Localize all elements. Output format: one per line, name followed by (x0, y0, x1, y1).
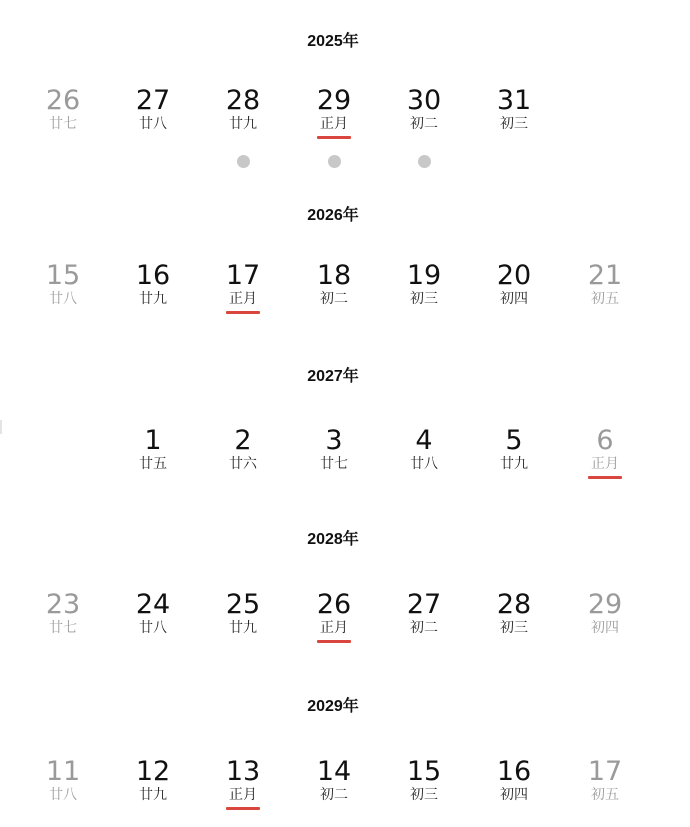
lunar-date: 廿五 (139, 456, 167, 472)
day-number: 25 (225, 589, 261, 620)
week-row (0, 261, 690, 331)
day-cell[interactable] (23, 590, 103, 637)
lunar-date: 廿八 (139, 620, 167, 636)
day-cell[interactable] (113, 86, 193, 133)
day-cell[interactable] (113, 426, 193, 473)
day-number: 21 (587, 260, 623, 291)
lunar-date: 初三 (500, 620, 528, 636)
day-number: 4 (415, 425, 433, 456)
day-cell[interactable] (565, 261, 645, 308)
day-number: 27 (135, 85, 171, 116)
lunar-date: 正月 (591, 456, 619, 472)
year-heading: 2027年 (307, 368, 359, 385)
day-cell[interactable] (113, 590, 193, 637)
event-dot (418, 155, 431, 168)
day-cell[interactable] (294, 86, 374, 139)
lunar-date: 初三 (410, 787, 438, 803)
day-cell[interactable] (474, 86, 554, 133)
day-cell[interactable] (565, 757, 645, 804)
new-year-underline (226, 311, 260, 314)
day-cell[interactable] (565, 590, 645, 637)
lunar-date: 廿八 (139, 116, 167, 132)
day-number: 31 (496, 85, 532, 116)
lunar-date: 廿九 (229, 620, 257, 636)
day-number: 29 (587, 589, 623, 620)
year-heading: 2029年 (307, 698, 359, 715)
day-cell[interactable] (203, 757, 283, 810)
day-number: 11 (45, 756, 81, 787)
day-number: 30 (406, 85, 442, 116)
day-number: 2 (234, 425, 252, 456)
event-dot (237, 155, 250, 168)
lunar-date: 廿八 (49, 291, 77, 307)
day-number: 27 (406, 589, 442, 620)
new-year-underline (588, 476, 622, 479)
year-heading: 2026年 (307, 207, 359, 224)
lunar-date: 初五 (591, 291, 619, 307)
lunar-date: 初四 (500, 787, 528, 803)
new-year-underline (317, 136, 351, 139)
new-year-underline (226, 807, 260, 810)
day-number: 29 (316, 85, 352, 116)
day-number: 19 (406, 260, 442, 291)
lunar-date: 初三 (410, 291, 438, 307)
day-cell[interactable] (203, 590, 283, 637)
lunar-date: 廿八 (49, 787, 77, 803)
day-number: 24 (135, 589, 171, 620)
lunar-date: 初四 (591, 620, 619, 636)
lunar-date: 初四 (500, 291, 528, 307)
day-number: 20 (496, 260, 532, 291)
lunar-date: 初二 (320, 787, 348, 803)
day-cell[interactable] (23, 86, 103, 133)
day-number: 26 (45, 85, 81, 116)
day-number: 16 (135, 260, 171, 291)
day-number: 15 (406, 756, 442, 787)
lunar-date: 正月 (320, 116, 348, 132)
day-number: 18 (316, 260, 352, 291)
lunar-date: 正月 (229, 787, 257, 803)
day-cell[interactable] (23, 261, 103, 308)
lunar-date: 初二 (320, 291, 348, 307)
day-cell[interactable] (384, 426, 464, 473)
day-number: 5 (505, 425, 523, 456)
week-row (0, 590, 690, 660)
day-number: 17 (225, 260, 261, 291)
lunar-date: 廿七 (320, 456, 348, 472)
lunar-date: 廿九 (139, 787, 167, 803)
week-row (0, 426, 690, 496)
lunar-date: 廿九 (500, 456, 528, 472)
day-number: 3 (325, 425, 343, 456)
day-cell[interactable] (474, 426, 554, 473)
lunar-date: 初二 (410, 620, 438, 636)
day-number: 26 (316, 589, 352, 620)
day-cell[interactable] (474, 757, 554, 804)
day-number: 28 (225, 85, 261, 116)
day-number: 17 (587, 756, 623, 787)
week-row (0, 757, 690, 827)
day-cell[interactable] (384, 86, 464, 133)
lunar-date: 初三 (500, 116, 528, 132)
lunar-date: 初二 (410, 116, 438, 132)
day-number: 14 (316, 756, 352, 787)
lunar-date: 正月 (320, 620, 348, 636)
year-heading: 2028年 (307, 531, 359, 548)
day-cell[interactable] (294, 757, 374, 804)
year-heading: 2025年 (307, 33, 359, 50)
new-year-underline (317, 640, 351, 643)
lunar-date: 廿八 (410, 456, 438, 472)
day-cell[interactable] (113, 757, 193, 804)
day-number: 1 (144, 425, 162, 456)
lunar-date: 正月 (229, 291, 257, 307)
day-cell[interactable] (294, 261, 374, 308)
day-cell[interactable] (384, 590, 464, 637)
day-cell[interactable] (474, 590, 554, 637)
day-cell[interactable] (203, 86, 283, 133)
day-cell[interactable] (113, 261, 193, 308)
day-number: 23 (45, 589, 81, 620)
lunar-date: 廿六 (229, 456, 257, 472)
lunar-date: 廿九 (229, 116, 257, 132)
day-number: 16 (496, 756, 532, 787)
lunar-date: 初五 (591, 787, 619, 803)
day-number: 13 (225, 756, 261, 787)
day-cell[interactable] (384, 757, 464, 804)
day-number: 12 (135, 756, 171, 787)
day-cell[interactable] (203, 261, 283, 314)
day-cell[interactable] (474, 261, 554, 308)
event-dot (328, 155, 341, 168)
day-cell[interactable] (384, 261, 464, 308)
day-cell[interactable] (565, 426, 645, 479)
lunar-date: 廿九 (139, 291, 167, 307)
lunar-date: 廿七 (49, 116, 77, 132)
day-cell[interactable] (23, 757, 103, 804)
week-row (0, 86, 690, 156)
day-number: 28 (496, 589, 532, 620)
day-number: 15 (45, 260, 81, 291)
day-cell[interactable] (294, 590, 374, 643)
day-number: 6 (596, 425, 614, 456)
day-cell[interactable] (203, 426, 283, 473)
lunar-date: 廿七 (49, 620, 77, 636)
day-cell[interactable] (294, 426, 374, 473)
